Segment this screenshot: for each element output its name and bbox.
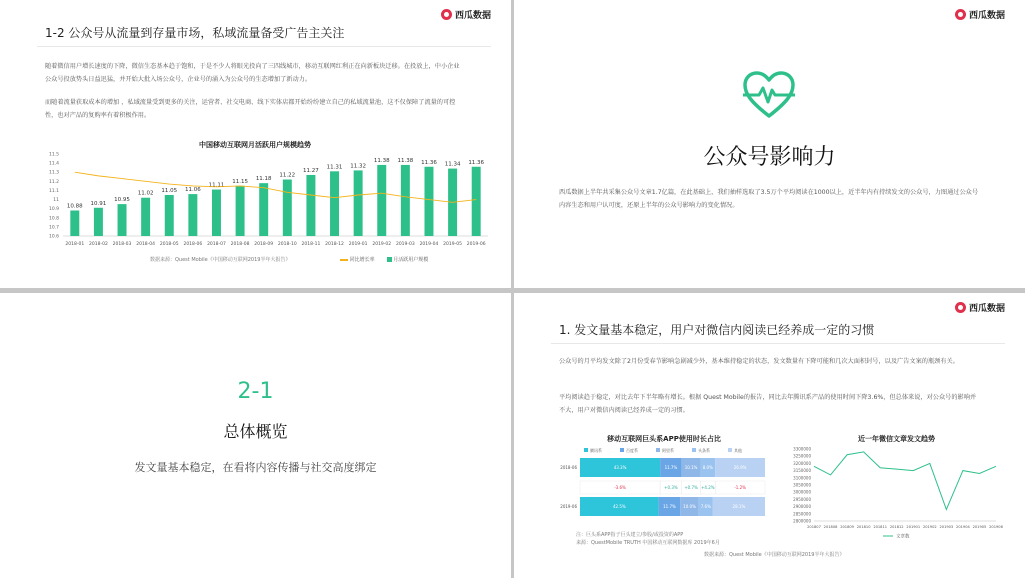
legend-swatch bbox=[620, 448, 624, 452]
logo-icon bbox=[955, 9, 966, 20]
segment-label: +0.7% bbox=[684, 485, 698, 490]
legend-swatch bbox=[692, 448, 696, 452]
chart-title: 移动互联网巨头系APP使用时长占比 bbox=[607, 435, 721, 443]
chart-source: 数据来源：Quest Mobile《中国移动互联网2019半年大报告》 bbox=[150, 257, 291, 263]
y-tick-label: 11.4 bbox=[48, 161, 59, 167]
paragraph: 而随着流量获取成本的增加 ，私域流量受到更多的关注，运营者、社交电商、线下实体店都开始纷纷建立自己的私域流量池，这不仅保障了流量的可控性，也对产品的复购率有着积极作用。 bbox=[45, 99, 456, 119]
bar bbox=[401, 165, 410, 236]
paragraph: 西瓜数据上半年共采集公众号文章1.7亿篇，在此基础上，我们抽样选取了3.5万个平均阅读在1000以上，近半年内有持续发文的公众号，力图通过公众号内容生态和用户认可度，还原上半年的公众号影响力的变化情况。 bbox=[559, 189, 979, 209]
legend-swatch bbox=[656, 448, 660, 452]
y-tick-label: 2850000 bbox=[793, 511, 811, 517]
bar-value-label: 11.05 bbox=[161, 188, 178, 194]
y-tick-label: 3050000 bbox=[793, 482, 811, 488]
bar bbox=[236, 186, 245, 236]
segment-label: 11.7% bbox=[663, 504, 676, 509]
y-tick-label: 2800000 bbox=[793, 518, 811, 524]
y-tick-label: 2950000 bbox=[793, 496, 811, 502]
x-tick-label: 2018-09 bbox=[254, 242, 274, 247]
segment-label: 43.3% bbox=[613, 465, 627, 470]
segment-label: 26.9% bbox=[733, 465, 747, 470]
bar bbox=[306, 175, 315, 236]
title-divider bbox=[37, 46, 491, 47]
y-tick-label: 11.2 bbox=[48, 179, 59, 185]
bar-value-label: 11.06 bbox=[184, 187, 201, 194]
y-tick-label: 11.1 bbox=[48, 188, 59, 194]
x-tick-label: 2019-06 bbox=[466, 242, 486, 247]
x-tick-label: 201808 bbox=[823, 525, 838, 529]
trend-line bbox=[814, 452, 996, 510]
x-tick-label: 2019-03 bbox=[395, 242, 415, 247]
x-tick-label: 2018-04 bbox=[136, 242, 156, 247]
growth-line bbox=[75, 172, 476, 202]
y-tick-label: 10.6 bbox=[48, 234, 59, 240]
x-tick-label: 201906 bbox=[989, 525, 1003, 529]
bar bbox=[424, 167, 433, 236]
x-tick-label: 2019-05 bbox=[443, 242, 462, 247]
x-tick-label: 201811 bbox=[873, 525, 888, 529]
chart-title: 中国移动互联网月活跃用户规模趋势 bbox=[199, 141, 311, 149]
y-tick-label: 10.7 bbox=[48, 225, 59, 231]
legend-label: 其他 bbox=[734, 448, 742, 453]
bar-value-label: 10.91 bbox=[90, 200, 107, 207]
paragraph: 随着微信用户增长速度的下降，微信生态基本趋于饱和，于是不少人将眼光投向了三四线城市，移动互联网红利正在向新板块迁移。在投放上，中小企业公众号投放势头日益迅猛，并开始大批入场公众号，企业号的涌入为公众号的生态增加了新动力。 bbox=[45, 63, 460, 83]
slide-4[interactable] bbox=[514, 293, 1025, 578]
y-tick-label: 3150000 bbox=[793, 468, 811, 474]
bar bbox=[188, 194, 197, 236]
segment-label: 10.0% bbox=[683, 504, 696, 509]
x-tick-label: 2019-04 bbox=[419, 242, 439, 247]
bar-value-label: 10.95 bbox=[114, 197, 130, 204]
bar-value-label: 11.22 bbox=[279, 172, 296, 179]
bar bbox=[94, 208, 103, 236]
section-heading: 总体概览 bbox=[223, 422, 288, 441]
x-tick-label: 2018-03 bbox=[112, 242, 132, 247]
slide-title: 1-2 公众号从流量到存量市场，私域流量备受广告主关注 bbox=[45, 26, 345, 40]
bar-value-label: 11.34 bbox=[444, 161, 461, 168]
logo-icon bbox=[955, 302, 966, 313]
y-tick-label: 10.8 bbox=[48, 216, 59, 222]
heart-pulse-icon bbox=[741, 70, 797, 120]
x-tick-label: 2018-08 bbox=[230, 242, 250, 247]
chart-legend bbox=[340, 256, 428, 263]
bar-value-label: 11.38 bbox=[373, 157, 390, 164]
bar-value-label: 11.31 bbox=[326, 164, 343, 171]
x-tick-label: 2018-06 bbox=[183, 242, 203, 247]
segment-label: +4.2% bbox=[701, 485, 715, 490]
logo-text: 西瓜数据 bbox=[968, 304, 1005, 314]
segment-label: -3.6% bbox=[614, 485, 626, 490]
brand-logo bbox=[441, 8, 491, 21]
x-tick-label: 2018-05 bbox=[159, 242, 179, 247]
bar bbox=[354, 170, 363, 236]
y-tick-label: 11 bbox=[53, 198, 59, 204]
legend-line-swatch bbox=[340, 259, 348, 261]
bar-value-label: 11.02 bbox=[137, 190, 154, 197]
legend-label: 腾讯系 bbox=[590, 448, 602, 453]
x-tick-label: 201809 bbox=[840, 525, 854, 529]
chart-title: 近一年微信文章发文趋势 bbox=[858, 435, 935, 443]
bar bbox=[330, 171, 339, 236]
legend-swatch bbox=[584, 448, 588, 452]
logo-text: 西瓜数据 bbox=[968, 11, 1005, 21]
y-tick-label: 3250000 bbox=[793, 453, 811, 459]
section-subtitle: 发文量基本稳定，在看将内容传播与社交高度绑定 bbox=[134, 461, 377, 474]
legend-label: 头条系 bbox=[698, 448, 710, 453]
legend-label: 文章数 bbox=[896, 534, 910, 540]
y-category-label: 2018-06 bbox=[560, 465, 577, 470]
x-tick-label: 2019-02 bbox=[372, 242, 392, 247]
legend-label: 百度系 bbox=[626, 448, 638, 453]
bar bbox=[283, 180, 292, 236]
chart-source: 来源：QuestMobile TRUTH 中国移动互联网数据库 2019年6月 bbox=[576, 540, 720, 546]
x-tick-label: 2018-01 bbox=[65, 242, 85, 247]
bar-value-label: 11.36 bbox=[468, 159, 485, 166]
brand-logo bbox=[955, 301, 1005, 314]
article-trend-chart bbox=[780, 443, 1005, 543]
x-tick-label: 2019-01 bbox=[348, 242, 368, 247]
y-tick-label: 11.5 bbox=[48, 152, 59, 158]
title-divider bbox=[551, 343, 1005, 344]
bar bbox=[70, 210, 79, 236]
segment-label: 11.7% bbox=[664, 465, 678, 470]
segment-label: 10.1% bbox=[684, 465, 698, 470]
legend-bar-label: 月活跃用户规模 bbox=[393, 257, 429, 263]
x-tick-label: 201901 bbox=[906, 525, 921, 529]
mau-chart bbox=[35, 148, 495, 268]
y-tick-label: 2900000 bbox=[793, 504, 811, 510]
legend-line-label: 同比增长率 bbox=[349, 257, 375, 263]
slide-2[interactable] bbox=[514, 0, 1025, 288]
bar bbox=[472, 167, 481, 236]
bar-value-label: 11.15 bbox=[232, 178, 248, 185]
legend-bar-swatch bbox=[387, 257, 392, 262]
y-tick-label: 10.9 bbox=[48, 207, 59, 213]
legend-swatch bbox=[728, 448, 732, 452]
bar-value-label: 11.36 bbox=[421, 159, 437, 166]
section-number: 2-1 bbox=[237, 379, 274, 404]
x-tick-label: 201904 bbox=[956, 525, 970, 529]
y-tick-label: 3300000 bbox=[793, 446, 811, 452]
app-share-chart bbox=[554, 445, 769, 533]
bar-value-label: 11.38 bbox=[397, 157, 414, 164]
y-category-label: 2019-06 bbox=[560, 504, 577, 509]
segment-label: 8.0% bbox=[702, 465, 713, 470]
bar-value-label: 11.11 bbox=[208, 182, 225, 189]
section-heading: 公众号影响力 bbox=[703, 145, 836, 170]
x-tick-label: 2018-11 bbox=[301, 242, 321, 247]
segment-label: -1.2% bbox=[734, 485, 746, 490]
paragraph: 平均阅读趋于稳定，对比去年下半年略有增长。根据 Quest Mobile的报告，同比去年腾讯系产品的使用时间下降3.6%，但总体来说，对公众号的影响并不大，用户对微信内阅读已经养成一定的习惯。 bbox=[559, 394, 977, 414]
bar-value-label: 11.32 bbox=[350, 163, 367, 170]
y-tick-label: 3100000 bbox=[793, 475, 811, 481]
bar bbox=[377, 165, 386, 236]
segment-label: 7.6% bbox=[700, 504, 711, 509]
segment-label: 42.5% bbox=[612, 504, 626, 509]
x-tick-label: 2018-10 bbox=[277, 242, 297, 247]
page-source: 数据来源：Quest Mobile《中国移动互联网2019半年大报告》 bbox=[704, 552, 845, 558]
segment-label: +0.3% bbox=[664, 485, 678, 490]
bar bbox=[259, 183, 268, 236]
slide-1[interactable] bbox=[0, 0, 511, 288]
x-tick-label: 201902 bbox=[922, 525, 937, 529]
bar-value-label: 10.88 bbox=[66, 203, 83, 210]
paragraph: 公众号的月平均发文除了2月份受春节影响急剧减少外，基本维持稳定的状态，发文数量有下降可能和几次大面积封号，以及广告文案的瓶颈有关。 bbox=[559, 358, 959, 365]
logo-icon bbox=[441, 9, 452, 20]
bar-value-label: 11.27 bbox=[303, 167, 319, 174]
logo-text: 西瓜数据 bbox=[454, 11, 491, 21]
chart-note: 注：巨头系APP指子巨头建立/参股/或投资的APP bbox=[576, 532, 684, 538]
y-tick-label: 11.3 bbox=[48, 170, 59, 176]
y-tick-label: 3000000 bbox=[793, 489, 811, 495]
bar-value-label: 11.18 bbox=[255, 176, 272, 183]
y-tick-label: 3200000 bbox=[793, 460, 811, 466]
x-tick-label: 201810 bbox=[856, 525, 871, 529]
x-tick-label: 2018-02 bbox=[89, 242, 108, 247]
bar bbox=[141, 198, 150, 236]
x-tick-label: 2018-12 bbox=[325, 242, 344, 247]
slide-3[interactable] bbox=[0, 293, 511, 578]
x-tick-label: 201905 bbox=[972, 525, 987, 529]
x-tick-label: 201812 bbox=[889, 525, 904, 529]
slide-title: 1. 发文量基本稳定，用户对微信内阅读已经养成一定的习惯 bbox=[559, 323, 875, 337]
bar bbox=[118, 204, 127, 236]
legend-label: 阿里系 bbox=[662, 448, 674, 453]
brand-logo bbox=[955, 8, 1005, 21]
bar bbox=[165, 195, 174, 236]
x-tick-label: 201903 bbox=[939, 525, 954, 529]
x-tick-label: 201807 bbox=[807, 525, 821, 529]
segment-label: 28.1% bbox=[732, 504, 746, 509]
x-tick-label: 2018-07 bbox=[207, 242, 226, 247]
bar bbox=[212, 190, 221, 236]
